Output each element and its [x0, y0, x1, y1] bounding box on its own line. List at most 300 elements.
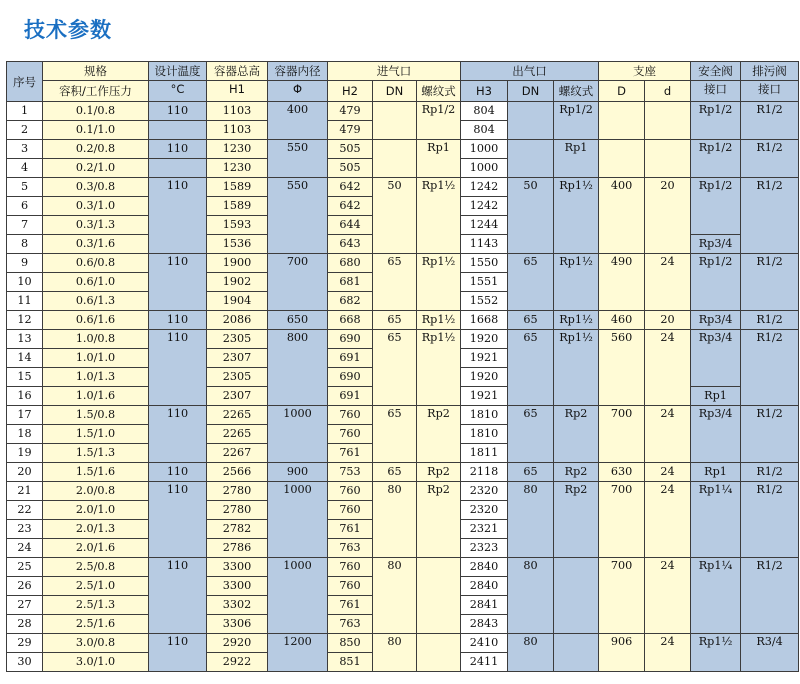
cell-temp: [149, 121, 207, 140]
table-row: [7, 102, 799, 121]
header-diameter: 容器内径: [268, 62, 328, 81]
cell-seq: 8: [7, 235, 43, 254]
cell-inlet-h: 691: [328, 349, 373, 368]
cell-safety: Rp3/4: [691, 406, 741, 463]
cell-seq: 15: [7, 368, 43, 387]
cell-seq: 9: [7, 254, 43, 273]
cell-inlet-h: 760: [328, 501, 373, 520]
cell-safety: Rp3/4: [691, 235, 741, 254]
cell-seq: 6: [7, 197, 43, 216]
cell-height: 2922: [207, 653, 268, 672]
cell-seq: 2: [7, 121, 43, 140]
cell-spec: 0.6/1.3: [43, 292, 149, 311]
cell-support-d: 700: [599, 558, 645, 634]
cell-inlet-h: 681: [328, 273, 373, 292]
cell-drain: R1/2: [741, 178, 799, 254]
cell-support-d-small: [645, 140, 691, 178]
cell-inlet-h: 851: [328, 653, 373, 672]
cell-safety: Rp1/2: [691, 254, 741, 311]
cell-temp: [149, 159, 207, 178]
cell-height: 2265: [207, 406, 268, 425]
cell-outlet-h: 1550: [461, 254, 508, 273]
cell-inlet-dn: 80: [373, 634, 417, 672]
cell-spec: 0.6/0.8: [43, 254, 149, 273]
cell-inlet-h: 680: [328, 254, 373, 273]
cell-seq: 14: [7, 349, 43, 368]
cell-inlet-h: 761: [328, 444, 373, 463]
cell-diameter: 1000: [268, 558, 328, 634]
cell-seq: 18: [7, 425, 43, 444]
cell-inlet-thread: Rp1½: [417, 311, 461, 330]
cell-seq: 29: [7, 634, 43, 653]
cell-diameter: 900: [268, 463, 328, 482]
table-row: [7, 330, 799, 349]
cell-temp: 110: [149, 311, 207, 330]
cell-inlet-dn: [373, 140, 417, 178]
cell-diameter: 1000: [268, 406, 328, 463]
cell-drain: R1/2: [741, 330, 799, 406]
cell-inlet-dn: 80: [373, 482, 417, 558]
cell-outlet-dn: 50: [508, 178, 554, 254]
cell-outlet-dn: 80: [508, 634, 554, 672]
cell-spec: 1.5/0.8: [43, 406, 149, 425]
cell-height: 1900: [207, 254, 268, 273]
cell-outlet-h: 2411: [461, 653, 508, 672]
cell-inlet-h: 642: [328, 178, 373, 197]
cell-outlet-dn: 80: [508, 482, 554, 558]
cell-drain: R1/2: [741, 102, 799, 140]
cell-spec: 2.5/1.3: [43, 596, 149, 615]
cell-inlet-thread: Rp1: [417, 140, 461, 178]
spec-table-body: [7, 62, 799, 672]
cell-spec: 2.5/1.6: [43, 615, 149, 634]
cell-support-d-small: 24: [645, 463, 691, 482]
cell-height: 2307: [207, 349, 268, 368]
cell-support-d-small: 24: [645, 482, 691, 558]
cell-outlet-h: 1242: [461, 197, 508, 216]
header-drain-sub: 接口: [741, 81, 799, 102]
cell-outlet-h: 1921: [461, 349, 508, 368]
cell-support-d: 400: [599, 178, 645, 254]
header-temp-sub: °C: [149, 81, 207, 102]
cell-inlet-dn: 65: [373, 311, 417, 330]
cell-inlet-h: 691: [328, 387, 373, 406]
cell-spec: 1.0/0.8: [43, 330, 149, 349]
cell-spec: 2.5/1.0: [43, 577, 149, 596]
cell-diameter: 800: [268, 330, 328, 406]
cell-inlet-h: 760: [328, 558, 373, 577]
header-support-d: D: [599, 81, 645, 102]
cell-drain: R1/2: [741, 482, 799, 558]
cell-outlet-h: 1000: [461, 159, 508, 178]
cell-inlet-thread: [417, 634, 461, 672]
cell-outlet-dn: 65: [508, 406, 554, 463]
page-title: 技术参数: [24, 18, 112, 42]
cell-diameter: 400: [268, 102, 328, 140]
cell-support-d-small: 24: [645, 330, 691, 406]
cell-support-d: [599, 102, 645, 140]
cell-seq: 25: [7, 558, 43, 577]
cell-seq: 23: [7, 520, 43, 539]
cell-spec: 0.1/0.8: [43, 102, 149, 121]
header-drain: 排污阀: [741, 62, 799, 81]
cell-inlet-h: 850: [328, 634, 373, 653]
cell-drain: R1/2: [741, 463, 799, 482]
cell-seq: 10: [7, 273, 43, 292]
cell-inlet-h: 668: [328, 311, 373, 330]
header-inlet-h: H2: [328, 81, 373, 102]
cell-inlet-thread: Rp1½: [417, 178, 461, 254]
cell-seq: 12: [7, 311, 43, 330]
cell-inlet-thread: Rp2: [417, 406, 461, 463]
cell-spec: 0.6/1.6: [43, 311, 149, 330]
cell-inlet-dn: 65: [373, 463, 417, 482]
cell-inlet-h: 690: [328, 330, 373, 349]
cell-seq: 28: [7, 615, 43, 634]
cell-outlet-h: 1810: [461, 425, 508, 444]
cell-diameter: 550: [268, 140, 328, 178]
cell-outlet-thread: [554, 558, 599, 634]
header-outlet-dn: DN: [508, 81, 554, 102]
cell-support-d: 700: [599, 482, 645, 558]
cell-safety: Rp1/2: [691, 140, 741, 178]
cell-height: 1536: [207, 235, 268, 254]
cell-seq: 26: [7, 577, 43, 596]
cell-outlet-h: 2323: [461, 539, 508, 558]
cell-spec: 1.5/1.0: [43, 425, 149, 444]
table-row: [7, 463, 799, 482]
cell-support-d: 700: [599, 406, 645, 463]
cell-outlet-dn: 65: [508, 254, 554, 311]
cell-safety: Rp3/4: [691, 311, 741, 330]
cell-diameter: 1200: [268, 634, 328, 672]
cell-inlet-dn: 50: [373, 178, 417, 254]
cell-height: 1230: [207, 159, 268, 178]
header-outlet: 出气口: [461, 62, 599, 81]
cell-spec: 1.0/1.6: [43, 387, 149, 406]
cell-temp: 110: [149, 178, 207, 254]
cell-temp: 110: [149, 406, 207, 463]
cell-height: 2086: [207, 311, 268, 330]
cell-inlet-h: 479: [328, 102, 373, 121]
table-row: [7, 558, 799, 577]
cell-outlet-h: 2840: [461, 558, 508, 577]
cell-outlet-h: 1000: [461, 140, 508, 159]
table-row: [7, 178, 799, 197]
cell-spec: 1.5/1.6: [43, 463, 149, 482]
cell-inlet-h: 760: [328, 406, 373, 425]
cell-inlet-h: 644: [328, 216, 373, 235]
header-diameter-sub: Φ: [268, 81, 328, 102]
cell-outlet-h: 2410: [461, 634, 508, 653]
cell-inlet-h: 760: [328, 425, 373, 444]
table-row: [7, 254, 799, 273]
cell-outlet-thread: Rp2: [554, 482, 599, 558]
cell-inlet-dn: 80: [373, 558, 417, 634]
cell-support-d: 490: [599, 254, 645, 311]
cell-outlet-thread: Rp1: [554, 140, 599, 178]
header-row-1: [7, 62, 799, 81]
cell-height: 2780: [207, 482, 268, 501]
cell-outlet-thread: Rp1½: [554, 254, 599, 311]
cell-outlet-dn: [508, 140, 554, 178]
cell-height: 1103: [207, 121, 268, 140]
header-height: 容器总高: [207, 62, 268, 81]
cell-outlet-thread: Rp1½: [554, 330, 599, 406]
cell-spec: 2.0/1.0: [43, 501, 149, 520]
cell-height: 1230: [207, 140, 268, 159]
cell-outlet-thread: Rp1½: [554, 178, 599, 254]
cell-height: 1589: [207, 178, 268, 197]
cell-inlet-dn: 65: [373, 254, 417, 311]
cell-support-d: 460: [599, 311, 645, 330]
cell-seq: 27: [7, 596, 43, 615]
cell-seq: 21: [7, 482, 43, 501]
cell-outlet-h: 2321: [461, 520, 508, 539]
cell-outlet-h: 1920: [461, 330, 508, 349]
cell-height: 1593: [207, 216, 268, 235]
cell-outlet-h: 2841: [461, 596, 508, 615]
cell-seq: 11: [7, 292, 43, 311]
cell-inlet-thread: Rp1½: [417, 254, 461, 311]
cell-seq: 16: [7, 387, 43, 406]
cell-inlet-h: 760: [328, 577, 373, 596]
cell-spec: 0.3/1.3: [43, 216, 149, 235]
cell-outlet-h: 804: [461, 102, 508, 121]
cell-support-d: 560: [599, 330, 645, 406]
header-safety-sub: 接口: [691, 81, 741, 102]
cell-inlet-h: 761: [328, 596, 373, 615]
cell-drain: R1/2: [741, 406, 799, 463]
cell-outlet-h: 2843: [461, 615, 508, 634]
cell-inlet-thread: Rp1½: [417, 330, 461, 406]
cell-drain: R1/2: [741, 558, 799, 634]
cell-height: 2782: [207, 520, 268, 539]
header-inlet: 进气口: [328, 62, 461, 81]
cell-spec: 0.3/0.8: [43, 178, 149, 197]
cell-inlet-h: 690: [328, 368, 373, 387]
cell-seq: 20: [7, 463, 43, 482]
cell-seq: 22: [7, 501, 43, 520]
cell-spec: 0.1/1.0: [43, 121, 149, 140]
cell-diameter: 550: [268, 178, 328, 254]
cell-height: 1904: [207, 292, 268, 311]
cell-support-d-small: 24: [645, 634, 691, 672]
cell-inlet-h: 642: [328, 197, 373, 216]
cell-height: 3300: [207, 558, 268, 577]
cell-drain: R1/2: [741, 140, 799, 178]
cell-spec: 1.5/1.3: [43, 444, 149, 463]
header-outlet-h: H3: [461, 81, 508, 102]
cell-safety: Rp1¼: [691, 482, 741, 558]
header-safety: 安全阀: [691, 62, 741, 81]
cell-inlet-thread: Rp2: [417, 463, 461, 482]
cell-outlet-dn: [508, 102, 554, 140]
cell-temp: 110: [149, 102, 207, 121]
cell-outlet-h: 1668: [461, 311, 508, 330]
cell-outlet-dn: 65: [508, 463, 554, 482]
cell-support-d-small: 20: [645, 311, 691, 330]
cell-outlet-dn: 65: [508, 330, 554, 406]
cell-spec: 1.0/1.3: [43, 368, 149, 387]
cell-outlet-h: 1811: [461, 444, 508, 463]
cell-safety: Rp3/4: [691, 330, 741, 387]
cell-inlet-h: 643: [328, 235, 373, 254]
cell-temp: 110: [149, 254, 207, 311]
cell-outlet-dn: 65: [508, 311, 554, 330]
cell-spec: 2.0/1.6: [43, 539, 149, 558]
cell-inlet-h: 763: [328, 615, 373, 634]
cell-inlet-h: 761: [328, 520, 373, 539]
cell-height: 2305: [207, 368, 268, 387]
cell-outlet-h: 2320: [461, 501, 508, 520]
cell-seq: 3: [7, 140, 43, 159]
header-temp: 设计温度: [149, 62, 207, 81]
cell-temp: 110: [149, 330, 207, 406]
cell-temp: 110: [149, 558, 207, 634]
header-inlet-thread: 螺纹式: [417, 81, 461, 102]
header-spec: 规格: [43, 62, 149, 81]
table-row: [7, 140, 799, 159]
cell-spec: 0.2/1.0: [43, 159, 149, 178]
cell-outlet-thread: Rp2: [554, 406, 599, 463]
cell-outlet-thread: Rp2: [554, 463, 599, 482]
cell-inlet-h: 479: [328, 121, 373, 140]
cell-outlet-h: 1244: [461, 216, 508, 235]
cell-outlet-h: 2320: [461, 482, 508, 501]
cell-height: 1589: [207, 197, 268, 216]
table-row: [7, 311, 799, 330]
cell-spec: 0.2/0.8: [43, 140, 149, 159]
cell-height: 2566: [207, 463, 268, 482]
cell-seq: 24: [7, 539, 43, 558]
cell-support-d: [599, 140, 645, 178]
cell-outlet-thread: Rp1½: [554, 311, 599, 330]
cell-diameter: 650: [268, 311, 328, 330]
cell-seq: 4: [7, 159, 43, 178]
cell-safety: Rp1¼: [691, 558, 741, 634]
cell-drain: R1/2: [741, 311, 799, 330]
cell-height: 2267: [207, 444, 268, 463]
cell-safety: Rp1/2: [691, 102, 741, 140]
cell-support-d: 906: [599, 634, 645, 672]
cell-outlet-h: 1143: [461, 235, 508, 254]
cell-outlet-h: 804: [461, 121, 508, 140]
cell-height: 3302: [207, 596, 268, 615]
cell-height: 1902: [207, 273, 268, 292]
cell-outlet-dn: 80: [508, 558, 554, 634]
cell-inlet-thread: Rp2: [417, 482, 461, 558]
cell-seq: 7: [7, 216, 43, 235]
table-row: [7, 634, 799, 653]
cell-safety: Rp1½: [691, 634, 741, 672]
header-row-2: [7, 81, 799, 102]
cell-spec: 3.0/1.0: [43, 653, 149, 672]
cell-outlet-h: 1551: [461, 273, 508, 292]
cell-outlet-h: 1920: [461, 368, 508, 387]
cell-seq: 5: [7, 178, 43, 197]
cell-outlet-h: 1810: [461, 406, 508, 425]
cell-diameter: 700: [268, 254, 328, 311]
cell-outlet-thread: Rp1/2: [554, 102, 599, 140]
cell-height: 3300: [207, 577, 268, 596]
header-outlet-thread: 螺纹式: [554, 81, 599, 102]
cell-inlet-thread: [417, 558, 461, 634]
cell-spec: 2.0/1.3: [43, 520, 149, 539]
header-inlet-dn: DN: [373, 81, 417, 102]
header-support: 支座: [599, 62, 691, 81]
cell-temp: 110: [149, 463, 207, 482]
cell-outlet-h: 2840: [461, 577, 508, 596]
cell-temp: 110: [149, 634, 207, 672]
cell-outlet-h: 1242: [461, 178, 508, 197]
header-support-d-small: d: [645, 81, 691, 102]
cell-spec: 0.6/1.0: [43, 273, 149, 292]
cell-inlet-thread: Rp1/2: [417, 102, 461, 140]
cell-spec: 0.3/1.0: [43, 197, 149, 216]
cell-drain: R1/2: [741, 254, 799, 311]
cell-safety: Rp1: [691, 463, 741, 482]
cell-height: 2265: [207, 425, 268, 444]
cell-spec: 2.5/0.8: [43, 558, 149, 577]
cell-inlet-h: 763: [328, 539, 373, 558]
cell-seq: 17: [7, 406, 43, 425]
cell-spec: 2.0/0.8: [43, 482, 149, 501]
cell-inlet-dn: 65: [373, 406, 417, 463]
cell-inlet-h: 753: [328, 463, 373, 482]
cell-inlet-h: 505: [328, 140, 373, 159]
cell-seq: 30: [7, 653, 43, 672]
cell-temp: 110: [149, 140, 207, 159]
cell-safety: Rp1: [691, 387, 741, 406]
cell-outlet-h: 2118: [461, 463, 508, 482]
table-row: [7, 482, 799, 501]
cell-spec: 0.3/1.6: [43, 235, 149, 254]
cell-inlet-h: 760: [328, 482, 373, 501]
spec-table: [6, 61, 799, 672]
cell-seq: 19: [7, 444, 43, 463]
cell-support-d-small: 24: [645, 558, 691, 634]
cell-support-d-small: 24: [645, 254, 691, 311]
cell-outlet-thread: [554, 634, 599, 672]
table-row: [7, 406, 799, 425]
cell-spec: 3.0/0.8: [43, 634, 149, 653]
header-spec-sub: 容积/工作压力: [43, 81, 149, 102]
cell-inlet-h: 682: [328, 292, 373, 311]
cell-inlet-dn: 65: [373, 330, 417, 406]
cell-height: 1103: [207, 102, 268, 121]
cell-support-d: 630: [599, 463, 645, 482]
cell-safety: Rp1/2: [691, 178, 741, 235]
cell-inlet-h: 505: [328, 159, 373, 178]
cell-drain: R3/4: [741, 634, 799, 672]
cell-support-d-small: [645, 102, 691, 140]
cell-height: 2780: [207, 501, 268, 520]
cell-seq: 1: [7, 102, 43, 121]
cell-spec: 1.0/1.0: [43, 349, 149, 368]
cell-height: 2307: [207, 387, 268, 406]
cell-height: 2920: [207, 634, 268, 653]
cell-diameter: 1000: [268, 482, 328, 558]
cell-outlet-h: 1552: [461, 292, 508, 311]
cell-temp: 110: [149, 482, 207, 558]
cell-support-d-small: 20: [645, 178, 691, 254]
cell-height: 2305: [207, 330, 268, 349]
header-height-sub: H1: [207, 81, 268, 102]
cell-height: 2786: [207, 539, 268, 558]
cell-height: 3306: [207, 615, 268, 634]
cell-support-d-small: 24: [645, 406, 691, 463]
